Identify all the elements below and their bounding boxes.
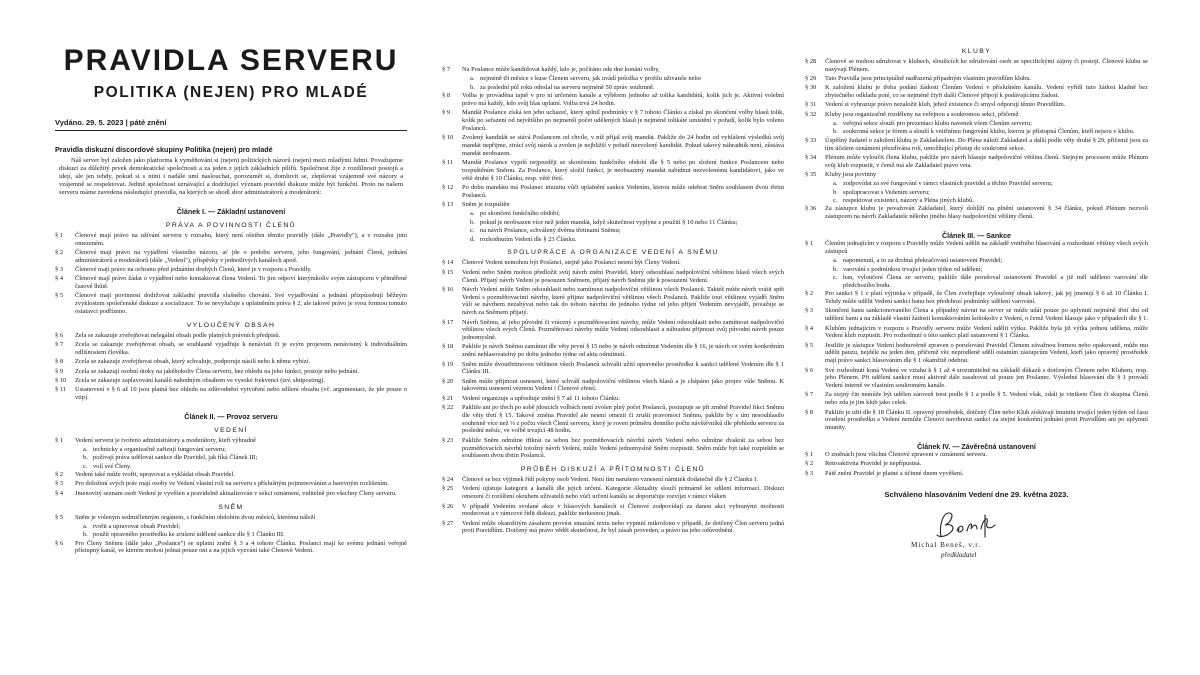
paragraph-number: § 24: [442, 476, 454, 484]
section-heading: VYLOUČENÝ OBSAH: [186, 321, 276, 329]
paragraph-text: Členům jednajícím v rozporu s Pravidly může Vedení udělit na základě vnitřního hlasování a rozhodnutí většiny všech svých zástupců: [825, 240, 1148, 255]
paragraph: [442, 485, 784, 501]
paragraph: [442, 109, 784, 133]
paragraph-number: § 5: [805, 341, 814, 349]
subitem: [55, 463, 407, 471]
paragraph-number: § 2: [55, 249, 64, 257]
subitem-marker: b.: [833, 128, 838, 136]
paragraph-text: Členové mají právo na užívání serveru v rozsahu, který není ošetřen těmito pravidly (dále „Pravidly"), a v rozsahu jimi omezeném.: [75, 231, 407, 247]
paragraph-text: Sněm může přijmout usnesení, které schválí nadpoloviční většinou všech hlasů a je chápáno jako projev vůle Sněmu. K takovému usnesení vezmou Vedení i Členové zřetel.: [462, 377, 784, 393]
paragraph-text: Své rozhodnutí koná Vedení ve vztahu k § 1 až 4 srozumitelně na základě důkazů s dotčeným Členem nebo Klubem, resp. jeho Plénem. Při udělení sankce musí aktivně dále zasahovat už pouze jen Poslanec. Výsledné hlasování dle § 1 provádí Vedení interně ve vlastním soukromém kanále.: [825, 366, 1148, 390]
paragraph-number: § 26: [442, 502, 454, 510]
subitem-text: po skončení funkčního období;: [480, 210, 560, 218]
paragraph-text: Pakliže Sněm odmítne třikrát za sebou bez pozměňovacích návrhů návrh Vedení nebo odmítne dvakrát za sebou bez pozměňovacích návrhů totožný návrh Vedení, může Vedení jednomyslně Sněm rozpustit. Sněm může být také rozpuštěn se souhlasem dvou třetin Poslanců.: [462, 436, 784, 460]
paragraph: [805, 342, 1148, 366]
paragraph-text: Za stejný čin nemůže být udělen zároveň trest podle § 1 a podle § 5. Vedení však, zdali je vinikem Člen či skupina Členů nebo zda je jim klub jako celek.: [825, 391, 1148, 407]
paragraph-number: § 6: [55, 331, 64, 339]
paragraph: [442, 503, 784, 519]
subitem-marker: b.: [83, 531, 88, 539]
subitem: [442, 236, 784, 244]
paragraph: [442, 437, 784, 461]
paragraph: [55, 480, 407, 488]
paragraph-text: Členové se mohou sdružovat v klubech, sloužících ke sdružování osob se specifickými zájmy či postoji. Členové klubu se nazývají Plénem.: [825, 58, 1148, 73]
subitem-text: nejméně tři měsíce v kuse Členem serveru, jak uvádí položka v profilu uživatele nebo: [480, 75, 701, 83]
paragraph: [805, 290, 1148, 306]
paragraph-number: § 3: [805, 307, 814, 315]
paragraph-text: Na Poslance může kandidovat každý, kdo je, počítáno ode dne konání volby,: [462, 66, 660, 73]
paragraph: [55, 386, 407, 402]
paragraph-number: § 4: [55, 275, 64, 283]
subitem-marker: c.: [83, 462, 88, 470]
paragraph-number: § 32: [805, 110, 817, 118]
signature-block: [805, 505, 1148, 579]
paragraph-text: Retroaktivita Pravidel je nepřípustná.: [825, 460, 922, 468]
paragraph-number: § 11: [442, 159, 454, 167]
intro-text: Náš server byl založen jako platforma k vyměňování si (nejen) politických názorů (nejen) mezi mladými lidmi. Považujeme diskuzi za důležitý prvek demokratické společnosti a za jeden z jejích základních pilířů. Společnost žije z rozdílnosti postojů a idejí, ale jen tehdy, pokud si s nimi i nadále umí naslouchat, porozumět si, domluvit se, zlepšovat vzájemně své názory a vzájemně se respektovat. Jedině společnost uznávající a dodržující význam pravidel diskuze může být funkční. Proto na našem serveru máme zavedena následující pravidla, na kterých se shodl sbor administrátorů a moderátorů:: [59, 156, 403, 196]
paragraph-number: § 8: [442, 92, 451, 100]
subitem: [442, 227, 784, 235]
signatory-role: předkladatel: [941, 551, 977, 560]
paragraph-number: § 2: [55, 471, 64, 479]
paragraph: [805, 409, 1148, 433]
paragraph: [805, 451, 1148, 459]
paragraph-number: § 25: [442, 485, 454, 493]
subitem-text: respektovat existenci, názory a Pléna jiných klubů.: [843, 197, 974, 204]
subitem-text: napomenutí, a to za drobná překračování ustanovení Pravidel;: [843, 257, 1003, 265]
paragraph-text: Jestliže je zástupce Vedení hodnověrně zpraven o porušování Pravidel Členem závažnou formou nebo opakovaně, může mu udělit pauzu, nejdéle na jeden den, přičemž věc neprodleně sdělí ostatním zástupcům Vedení, kteří jako opravný prostředek mají právo sankci hlasováním dle § 1 okamžitě odebrat.: [825, 341, 1148, 365]
paragraph-number: § 11: [55, 385, 67, 393]
subitem: [55, 454, 407, 462]
paragraph-text: Vedení také může tvořit, upravovat a vykládat obsah Pravidel.: [75, 471, 235, 479]
paragraph-text: Po dobu mandátu má Poslanec imunitu vůči uplatnění sankce Vedením, kterou může odebrat Sněm souhlasem dvou třetin Poslanců.: [462, 183, 784, 199]
subitem-marker: b.: [833, 188, 838, 196]
subitem-list: [55, 523, 407, 539]
paragraph-list: [805, 240, 1148, 256]
subitem-text: spolupracovat s Vedením serveru;: [843, 188, 930, 196]
column-2: [442, 0, 784, 675]
paragraph-text: Kluby jsou povinny: [825, 170, 877, 178]
subitem-marker: d.: [470, 235, 475, 243]
paragraph-number: § 8: [805, 408, 814, 416]
subitem-marker: b.: [470, 218, 475, 226]
paragraph: [805, 101, 1148, 109]
paragraph-text: Ustanovení v § 6 až 10 jsou platná bez ohledu na zdůvodnění vytvoření nebo sdílení obsahu (vč. argumentaci, že jde pouze o vtip).: [75, 385, 407, 401]
paragraph-list: [805, 58, 1148, 118]
paragraph: [55, 490, 407, 498]
paragraph-text: Kluby jsou organizačně rozděleny na veřejnou a soukromou sekci, přičemž: [825, 110, 1019, 118]
paragraph: [55, 540, 407, 556]
paragraph: [442, 395, 784, 403]
paragraph-list: [805, 451, 1148, 477]
subitem-text: soukromá sekce je fórem a slouží k vnitřnímu fungování klubu, kterou je přístupná Členům, kteří nejsou v klubu.: [843, 128, 1135, 136]
handwritten-signature: [933, 507, 1003, 545]
paragraph: [805, 111, 1148, 119]
paragraph: [55, 275, 407, 291]
subitem-text: použít opravného prostředku ke zrušení udělené sankce dle § 1 Článku III.: [93, 531, 285, 539]
section-heading: VEDENÍ: [214, 426, 248, 434]
subitem-marker: a.: [83, 522, 88, 530]
subitem: [805, 257, 1148, 265]
paragraph: [805, 325, 1148, 341]
paragraph: [442, 159, 784, 183]
paragraph-list: [55, 540, 407, 556]
paragraph-number: § 3: [55, 266, 64, 274]
subitem-text: pokud je neobsazen více než jeden mandát, když skutečnost vyplyne z použití § 10 nebo 11 Článku;: [480, 218, 738, 226]
paragraph-text: Návrh Sněmu, ať jeho původní či vrácený s pozměňovacími návrhy, může Vedení odsouhlasit nebo zamítnout nadpoloviční většinou všech svých Členů. Pozměňovací návrhy může Vedení odsouhlasit a náhradou přijmout svůj původní návrh pouze jednomyslně.: [462, 318, 784, 342]
paragraph-number: § 1: [55, 231, 64, 239]
paragraph-number: § 18: [442, 343, 454, 351]
paragraph: [442, 343, 784, 359]
column-3: [805, 0, 1148, 675]
paragraph-number: § 5: [55, 513, 64, 521]
paragraph-text: Zcela se zakazuje zaplavování kanálů nahodným obsahem ve vysoké frekvenci (tzv. shitposting).: [75, 376, 326, 384]
paragraph-text: Členové mají právo na ochranu před jednáním druhých Členů, které je v rozporu s Pravidly.: [75, 266, 312, 274]
paragraph: [442, 66, 784, 74]
paragraph-list: [805, 290, 1148, 432]
paragraph: [442, 259, 784, 267]
paragraph-text: K založení klubu je třeba podání žádosti Členům Vedení v příslušném kanálu. Vedení vyřídí tuto žádost kladně bez zbytečného odkladu poté, co se nejméně čtyři další Členové připojí k podávajícímu žádost.: [825, 84, 1148, 100]
paragraph-number: § 1: [805, 451, 814, 459]
subitem-marker: a.: [833, 257, 838, 265]
paragraph: [55, 358, 407, 366]
paragraph-text: Pakliže ani po třech po sobě jdoucích volbách není zvolen plný počet Poslanců, postupuje se při změně Pravidel fikcí Sněmu dle věty třetí § 15. Takové změna Pravidel ale nesmí omezit či zrušit pravomoci Sněmu, pakliže by s tím nesouhlasilo souhrnně více než ⅓ z počtu všech Členů serveru, který je roven průměru denního počtu návštěvníků dle přehledu serveru za poslední měsíc, ve volbě trvající 48 hodin.: [462, 403, 784, 435]
paragraph-text: Plénum může vyloučit člena klubu, pakliže pro návrh hlasuje nadpoloviční většina členů. Stejným procesem může Plénum svůj klub rozpustit, v čemž má ale Zakladatel právo veta.: [825, 153, 1148, 169]
chapter-heading: Článek I. — Základní ustanovení: [176, 207, 286, 216]
paragraph-text: Členové Vedení nemohou být Poslanci, stejně jako Poslanci nesmí být Členy Vedení.: [462, 259, 681, 267]
subitem-marker: b.: [83, 454, 88, 462]
paragraph-number: § 10: [442, 134, 454, 142]
paragraph-text: Sněm může dvoutřetinovou většinou všech Poslanců schválit užití opravného prostředku k sankci udělené Vedením dle § 1 Článku III.: [462, 360, 784, 376]
document-subtitle: POLITIKA (NEJEN) PRO MLADÉ: [93, 84, 369, 101]
paragraph-text: Skončení banu sankcionovaného Člena a případný návrat na server se může udát pouze po uplynutí nejméně třetí dní od udělení banu a na základě vlastní žádosti kontaktováním kohokoliv z Vedení, o čemž Vedení hlasuje jako v případech dle § 1.: [825, 307, 1148, 323]
paragraph-text: Vedení může okamžitým zásahem provést smazání textu nebo vypnutí mikrofonu v případě, že dotčený Člen serveru jedná proti Pravidlům. Dotčený má právo vědět skutečnost, že byl zásah proveden, a právo na jeho odůvodnění.: [462, 519, 784, 535]
paragraph-list: [442, 92, 784, 209]
subitem-text: veřejná sekce slouží pro prezentaci klubu navenek všem Členům serveru;: [843, 119, 1032, 127]
paragraph: [442, 269, 784, 285]
paragraph-list: [55, 514, 407, 522]
paragraph-number: § 9: [442, 109, 451, 117]
paragraph-text: Za zástupce klubu je považován Zakladatel, který dohlíží na plnění ustanovení § 34 článku, pokud Plénum nezvolí zástupcem na návrh Zakladatele někoho jiného hlasy nadpoloviční většiny členů.: [825, 205, 1148, 221]
paragraph: [442, 201, 784, 209]
paragraph-text: Členové se bez výjimek řídí pokyny osob Vedení. Není tím narušeno vznesení námitek dodatečně dle § 2 Článku I.: [462, 476, 758, 484]
paragraph-number: § 19: [442, 360, 454, 368]
paragraph-text: Zcela se zakazuje zveřejňovat obsah, který schvaluje, podporuje násilí nebo k němu vybízí.: [75, 358, 311, 366]
paragraph-text: Sněm je rozpuštěn: [462, 201, 510, 209]
paragraph-text: Mandát Poslance vyprší nejpozději se skončením funkčního období dle § 5 nebo po složení funkce Poslancem nebo rozpuštěním Sněmu. Za Poslance, který složil funkci, je neobsazený mandát nabídnut nezvolenému kandidátovi, jako ve větě druhé § 10 Článku, resp. větě třetí.: [462, 159, 784, 182]
subitem-list: [55, 446, 407, 471]
section-heading: SNĚM: [218, 503, 244, 511]
paragraph-number: § 8: [55, 358, 64, 366]
paragraph-text: Mandát Poslance získá ten jeho uchazeč, který splnil podmínky v § 7 tohoto Článku a získal po skončení volby hlasů tolik, kolik po seřazení od největšího po nejmenší počet udělených hlasů je nejméně tolikáté umístění v pořadí, kolik bylo voleno Poslanců.: [462, 109, 784, 132]
paragraph-text: Členové mají právo na vyjádření vlastního názoru, ať jde o podobu serveru, jeho fungování, jednání Členů, jednání administrátorů a moderátorů (dále „Vedení"), příspěvky v jednotlivých kanálech apod.: [75, 249, 407, 264]
subitem-marker: a.: [83, 445, 88, 453]
paragraph-number: § 3: [55, 480, 64, 488]
paragraph-list: [442, 259, 784, 460]
paragraph-text: Pro doložení svých práv mají osoby ve Vedení vlastní roli na serveru s příslušným pojmenováním a barevným rozlišením.: [75, 480, 389, 488]
paragraph-text: Volba je prováděna tajně v pro ni určeném kanále a výběrem jednoho až tolika kandidátů, kolik jich je. Aktivní volební právo má každý, kdo svůj hlas uplatní. Volba trvá 24 hodin.: [462, 92, 784, 107]
paragraph-number: § 29: [805, 75, 817, 83]
paragraph: [442, 184, 784, 200]
paragraph-text: Zcela se zakazuje zveřejňovat obsah, se souhlasně vyjadřuje k nenávisti či je svým projevem nenávistný k individuálním odlišnostem člověka.: [75, 341, 407, 357]
paragraph-number: § 23: [442, 436, 454, 444]
paragraph-text: Pro Členy Sněmu (dále jako „Poslance") se uplatní znění § 3 a 4 tohoto Článku. Poslanci mají ke svému jednání veřejně přístupný kanál, ve kterém mohou jednat pouze oni a na jejich vyzvání také Členové Vedení.: [75, 539, 407, 555]
paragraph: [805, 154, 1148, 170]
subitem: [442, 75, 784, 83]
paragraph-text: Sněm je voleným sedmičlenným orgánem, s funkčním obdobím dvou měsíců, kterému náleží: [75, 513, 316, 521]
paragraph: [55, 292, 407, 316]
paragraph: [442, 286, 784, 317]
paragraph: [805, 240, 1148, 256]
column-1: [55, 0, 407, 675]
paragraph-number: § 31: [805, 101, 817, 109]
paragraph: [55, 471, 407, 479]
paragraph-list: [805, 205, 1148, 221]
paragraph-text: Jmenovitý seznam osob Vedení je vyvěšen a pravidelně aktualizován v sekci oznámení, viditelně pro všechny Členy serveru.: [75, 489, 397, 497]
paragraph-number: § 2: [805, 460, 814, 468]
subitem-marker: a.: [470, 75, 475, 83]
paragraph-number: § 6: [55, 539, 64, 547]
paragraph-text: Pro sankci § 1 c platí výjimka v případě, že Člen zveřejňuje vyloučený obsah takový, jak jej jmenují § 6 až 10 Článku I. Tehdy může udělit Vedení sankci banu bez předchozí podmínky udělení varování.: [825, 290, 1148, 306]
section-heading: PRÁVA A POVINNOSTI ČLENŮ: [165, 221, 297, 229]
paragraph: [805, 307, 1148, 323]
paragraph-number: § 16: [442, 285, 454, 293]
subitem-text: na návrh Poslance, schválený dvěma třetinami Sněmu;: [480, 227, 621, 235]
subitem-text: zodpovídat za své fungování v rámci vlastních pravidel a těchto Pravidel serveru;: [843, 180, 1053, 188]
subitem-text: za poslední půl roku odeslal na serveru nejméně 50 zpráv souhrnně.: [480, 83, 655, 91]
paragraph-text: Vedení serveru je tvořeno administrátory a moderátory, kteří výhradně: [75, 436, 257, 444]
subitem-text: varování s podmínkou trvající jeden týden od udělení;: [843, 265, 983, 273]
paragraph-text: Pakliže je návrh Sněmu zamítnut dle věty první § 15 nebo je návrh odmítnut Vedením dle § 16, je návrh ve svém konkrétním znění nehlasovatelný po dobu jednoho týdne od aktu odmítnutí.: [462, 343, 784, 359]
paragraph: [442, 520, 784, 536]
signatory-name: Michal Beneš, v.r.: [911, 541, 982, 550]
chapter-heading: Článek IV. — Závěrečná ustanovení: [917, 443, 1036, 452]
section-heading: KLUBY: [961, 48, 992, 55]
paragraph: [805, 137, 1148, 153]
subitem-text: ban, vyloučení Člena ze serveru, pakliže dále porušoval ustanovení Pravidel a již měl uděleno varování dle předchozího bodu.: [843, 274, 1148, 289]
paragraph-number: § 7: [805, 391, 814, 399]
paragraph-text: Návrh Vedení může Sněm odsouhlasit nebo zamítnout nadpoloviční většinou všech Poslanců. Taktéž může návrh vrátit spět Vedení s pozměňovacími návrhy, které přijme nadpoloviční většinou všech Poslanců. Pakliže tout většinou vyjádří Sněm vůli se návrhem nezabývat nebo tak do tohoto návrhu do jednoho týdne od jeho přijetí Vedením nevyjádří, považuje se návrh za Sněmem přijatý.: [462, 285, 784, 317]
paragraph-list: [55, 232, 407, 316]
paragraph: [55, 368, 407, 376]
subitem: [55, 523, 407, 531]
paragraph: [805, 58, 1148, 74]
subitem: [55, 446, 407, 454]
paragraph: [55, 341, 407, 357]
paragraph: [805, 391, 1148, 407]
paragraph-number: § 7: [55, 341, 64, 349]
paragraph-text: O změnách jsou všichni Členové zpraveni v oznámení serveru.: [825, 451, 988, 459]
paragraph-number: § 12: [442, 183, 454, 191]
paragraph: [55, 377, 407, 385]
paragraph-number: § 7: [442, 66, 451, 73]
paragraph-number: § 34: [805, 153, 817, 161]
paragraph-number: § 1: [55, 436, 64, 444]
subitem-marker: c.: [833, 197, 838, 204]
paragraph-number: § 1: [805, 240, 814, 248]
subitem-list: [442, 75, 784, 91]
subitem: [442, 84, 784, 92]
paragraph: [55, 249, 407, 265]
paragraph: [805, 460, 1148, 468]
subitem-marker: c.: [833, 274, 838, 282]
paragraph-number: § 22: [442, 403, 454, 411]
subitem-marker: a.: [470, 210, 475, 218]
paragraph: [442, 319, 784, 343]
paragraph: [805, 367, 1148, 391]
paragraph: [442, 92, 784, 108]
subitem: [805, 120, 1148, 128]
paragraph-text: V případě Vedením svolané akce v hlasových kanálech si Členové zodpovídají za danou akci vybranými možnosti moderovat a v rámcové řídit diskuzi, pakliže nerkesnou jinak.: [462, 502, 784, 518]
paragraph: [55, 332, 407, 340]
subitem-marker: b.: [470, 83, 475, 91]
paragraph: [442, 378, 784, 394]
subitem: [805, 266, 1148, 274]
paragraph-number: § 17: [442, 318, 454, 326]
paragraph: [55, 266, 407, 274]
paragraph: [805, 205, 1148, 221]
paragraph-text: Tato Pravidla jsou principiálně nadřazená případným vlastním pravidlům klubu.: [825, 75, 1032, 83]
paragraph-list: [442, 66, 784, 74]
paragraph-text: Klubům jednajícím v rozporu s Pravidly serveru může Vedení udělit výtku. Pakliže byla již výtka jednou udělena, může Vedení klub rozpustit. Pro rozhodnutí o této sankci platí ustanovení § 1 Článku.: [825, 324, 1148, 340]
paragraph: [442, 476, 784, 484]
subitem: [805, 197, 1148, 205]
paragraph: [442, 134, 784, 158]
paragraph-text: Vedení nebo Sněm mohou předložit svůj návrh znění Pravidel, který odsouhlasí nadpoloviční většinou hlasů všech svých Členů. Přijatý návrh Vedení je posouzen Sněmem, přijatý návrh Sněmu jde k posouzení Vedení.: [462, 268, 784, 284]
paragraph-text: Pakliže je užit dle § 18 Článku II. opravný prostředek, dotčený Člen nebo Klub získávají imunitu trvající jeden týden od času uvedení prostředku a Vedení nemůže Členovi navrhnout sankci za stejné konkrétní jednání proti Pravidlům ani po uplynutí imunity.: [825, 408, 1148, 432]
paragraph-text: Zvolený kandidát se stává Poslancem od chvíle, v níž přijal svůj mandát. Pakliže do 24 hodin od vyhlášení výsledků svůj mandát nepřijme, ztrácí svůj nárok a zvolen je nejbližší v pořadí nezvolený kandidát. Pokud takový náhradník není, zůstává mandát neobsazen.: [462, 134, 784, 157]
paragraph-text: Pátě znění Pravidel je platné a účinné dnem vyvěšení.: [825, 469, 964, 477]
subitem: [805, 128, 1148, 136]
paragraph-number: § 27: [442, 519, 454, 527]
section-heading: PRŮBĚH DISKUZÍ A PŘÍTOMNOSTI ČLENŮ: [520, 466, 706, 474]
paragraph-text: Členové mají povinnost dodržovat základní pravidla slušného chování. Své vyjadřování a jednání přizpůsobují běžným zvyklostem společenské diskuze a socializace. To se nevylučuje s uplatněním práva § 2, ale takové právo je svou formou tomuto ostatavci podřízeno.: [75, 292, 407, 316]
subitem-text: požívají práva udělovat sankce dle Pravidel, jak říká Článek III;: [93, 454, 258, 462]
subitem: [805, 189, 1148, 197]
paragraph-list: [55, 332, 407, 402]
subitem-text: technicky a organizačně zařizují fungování serveru;: [93, 445, 227, 453]
paragraph-text: Vedení organizuje a upřesňuje znění § 7 až 11 tohoto Článku.: [462, 394, 620, 402]
paragraph: [55, 232, 407, 248]
paragraph-list: [442, 476, 784, 535]
paragraph: [55, 514, 407, 522]
paragraph-number: § 10: [55, 376, 67, 384]
paragraph-number: § 9: [55, 367, 64, 375]
paragraph-number: § 35: [805, 170, 817, 178]
paragraph-number: § 20: [442, 377, 454, 385]
paragraph-number: § 36: [805, 205, 817, 213]
paragraph-list: [55, 437, 407, 445]
paragraph-number: § 21: [442, 394, 454, 402]
subitem-list: [805, 180, 1148, 205]
paragraph-number: § 28: [805, 58, 817, 65]
paragraph: [442, 404, 784, 435]
chapter-heading: Článek II. — Provoz serveru: [184, 412, 278, 421]
subitem-list: [805, 120, 1148, 136]
paragraph-text: Vedení ujístuje kategorii a kanálů dle jejich určení. Kategorie Aktuality slouží primárně ke sdílení informací. Diskuzi omezení či rozšíření okruhem uživatelů nebo vůči určení kanálu se doporučuje rozvíjet v rámci vláken: [462, 485, 784, 501]
paragraph: [805, 171, 1148, 179]
chapter-heading: Článek III. — Sankce: [942, 232, 1011, 241]
subitem: [55, 531, 407, 539]
paragraph-number: § 3: [805, 469, 814, 477]
subitem: [805, 274, 1148, 290]
section-heading: SPOLUPRÁCE A ORGANIZACE VEDENÍ A SNĚMU: [507, 249, 719, 257]
subitem-marker: c.: [470, 227, 475, 235]
paragraph-list: [805, 137, 1148, 179]
paragraph-number: § 33: [805, 136, 817, 144]
paragraph-number: § 30: [805, 84, 817, 92]
paragraph-number: § 13: [442, 201, 454, 209]
paragraph-number: § 5: [55, 292, 64, 300]
paragraph-text: Členové mají právo žádat o vyjádření nebo kontaktovat člena Vedení. To jim odpoví kterýmkoliv svým zástupcem v přiměřené časové lhůtě.: [75, 275, 407, 291]
subitem: [805, 180, 1148, 188]
paragraph-text: Zela se zakazuje zveřejňovat nelegální obsah podle platných právních předpisů.: [75, 331, 281, 339]
subitem-list: [442, 210, 784, 243]
subitem-marker: a.: [833, 119, 838, 127]
paragraph-number: § 2: [805, 290, 814, 298]
paragraph: [805, 75, 1148, 83]
subitem-text: volí své Členy.: [93, 462, 132, 470]
paragraph: [442, 361, 784, 377]
paragraph-text: Zcela se zakazují osobní útoky na jakéhokoliv Člena serveru, bez ohledu na jeho funkci, postoje nebo jednání.: [75, 367, 360, 375]
subitem-marker: a.: [833, 180, 838, 188]
paragraph-text: Vedení si vyhrazuje právo nezaložit klub, jehož existence či smysl odporují těmto Pravidlům.: [825, 101, 1066, 109]
paragraph-number: § 6: [805, 366, 814, 374]
paragraph: [805, 470, 1148, 478]
paragraph-list: [55, 471, 407, 497]
issue-date: Vydáno. 29. 5. 2023 | páté znění: [55, 118, 407, 131]
subitem: [442, 210, 784, 218]
paragraph: [805, 84, 1148, 100]
paragraph-number: § 14: [442, 259, 454, 267]
subitem: [442, 219, 784, 227]
subitem-list: [805, 257, 1148, 290]
approval-statement: Schváleno hlasováním Vedení dne 29. května 2023.: [884, 490, 1069, 500]
paragraph-text: Úspěšný žadatel o založení klubu je Zakladatelem. Do Pléna náleží Zakladatel a další podle věty druhé § 29, přičemž jsou za tím účelem oznámení přezdívána rolí, umožňující přístup do soukromé sekce.: [825, 136, 1148, 152]
paragraph-number: § 4: [55, 489, 64, 497]
subitem-marker: b.: [833, 265, 838, 273]
subitem-text: rozhodnutím Vedení dle § 23 Článku.: [480, 235, 577, 243]
subitem-text: tvořit a upravovat obsah Pravidel;: [93, 522, 181, 530]
paragraph: [55, 437, 407, 445]
document-title: PRAVIDLA SERVERU: [63, 44, 399, 77]
paragraph-number: § 15: [442, 268, 454, 276]
paragraph-number: § 4: [805, 324, 814, 332]
intro-heading: Pravidla diskuzní discordové skupiny Politika (nejen) pro mladé: [55, 144, 273, 154]
